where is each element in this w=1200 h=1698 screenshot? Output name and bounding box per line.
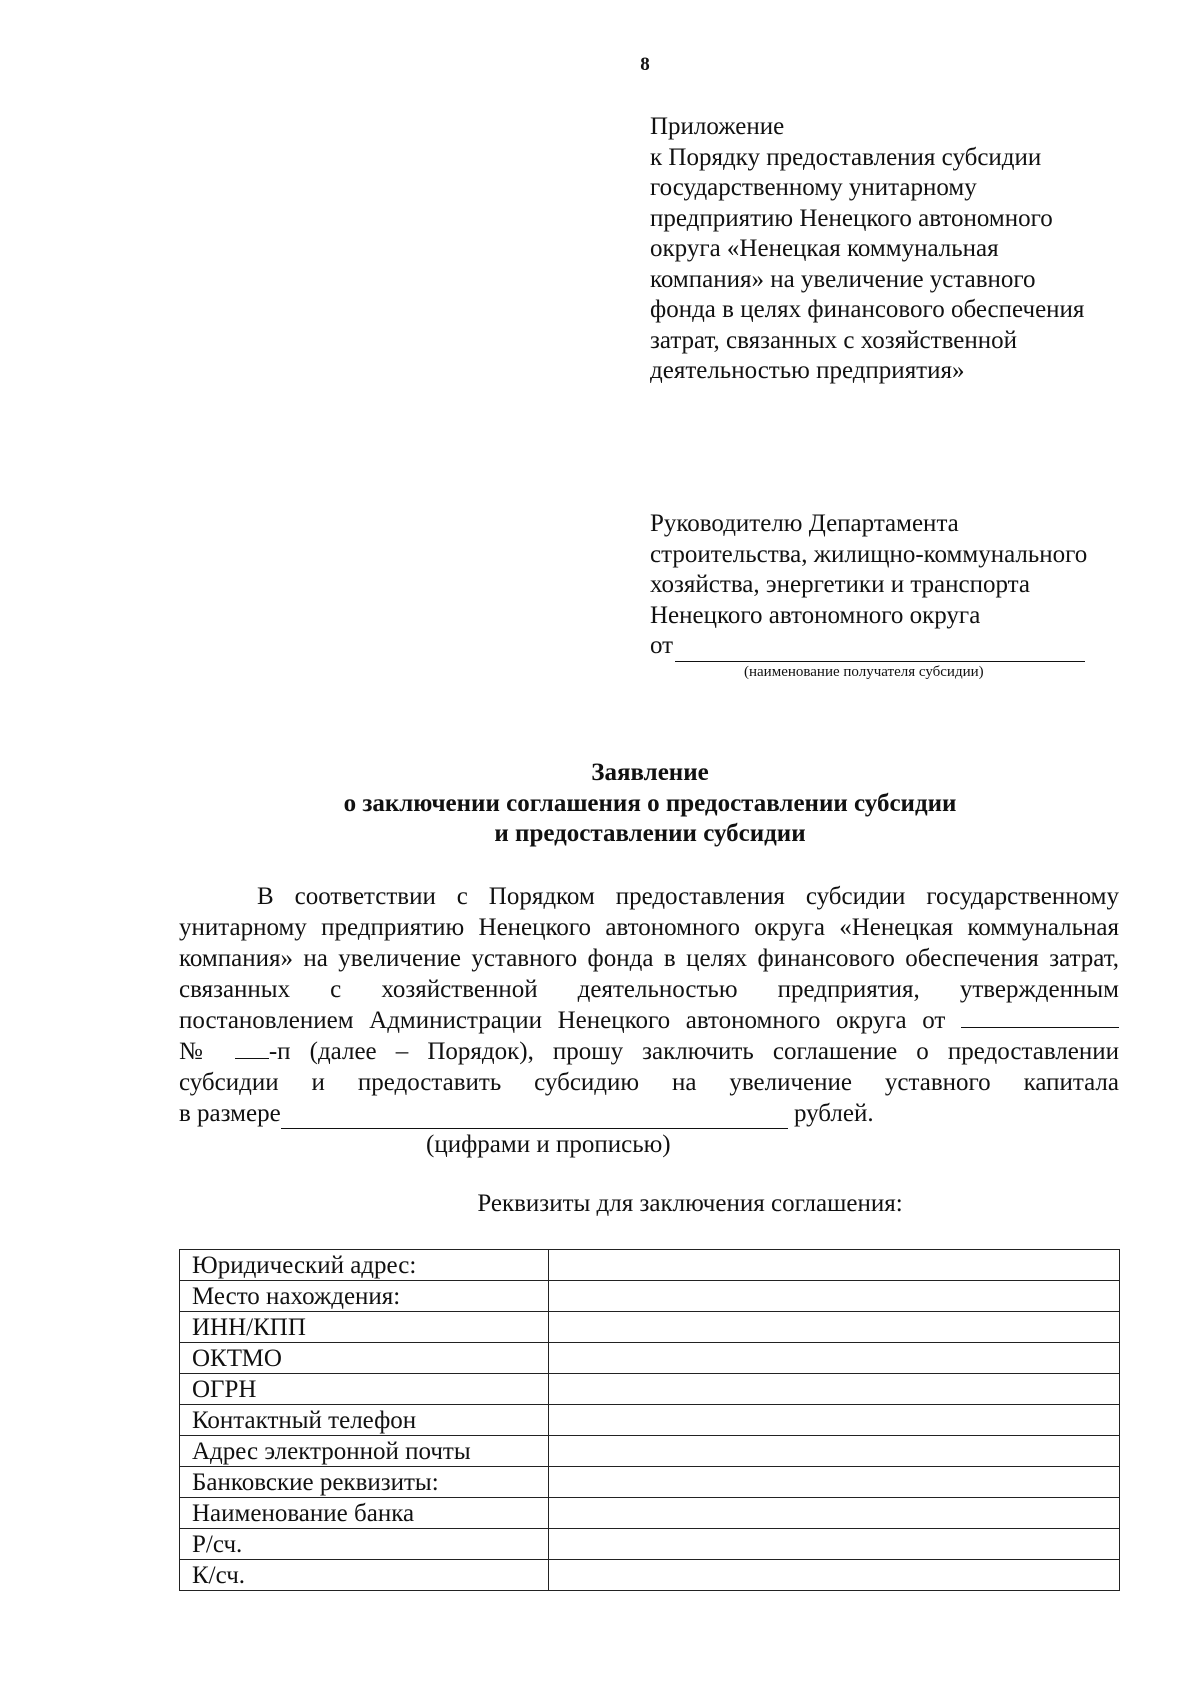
- title-line-3: и предоставлении субсидии: [494, 820, 806, 847]
- requisite-label: Место нахождения:: [180, 1281, 549, 1312]
- recipient-name-field[interactable]: [675, 639, 1085, 662]
- requisite-label: Контактный телефон: [180, 1405, 549, 1436]
- requisite-value-cell[interactable]: [549, 1343, 1120, 1374]
- requisite-value-cell[interactable]: [549, 1405, 1120, 1436]
- requisites-heading: Реквизиты для заключения соглашения:: [477, 1190, 903, 1217]
- requisite-label: ОГРН: [180, 1374, 549, 1405]
- table-row: [180, 1374, 1120, 1405]
- body-line: [179, 1036, 1119, 1067]
- body-line: связанных с хозяйственной деятельностью предприятия, утвержденным: [179, 976, 1119, 1003]
- amount-line: [179, 1098, 1119, 1129]
- table-row: [180, 1312, 1120, 1343]
- appendix-line: предприятию Ненецкого автономного: [650, 204, 1053, 232]
- appendix-line: государственному унитарному: [650, 174, 977, 201]
- appendix-line: округа «Ненецкая коммунальная: [650, 235, 999, 262]
- resolution-number-field[interactable]: [235, 1036, 269, 1059]
- amount-suffix: рублей.: [793, 1100, 874, 1127]
- appendix-line: Приложение: [650, 113, 785, 140]
- title-line-2: о заключении соглашения о предоставлении субсидии: [343, 789, 957, 817]
- addressee-line: Ненецкого автономного округа: [650, 601, 981, 629]
- body-line: компания» на увеличение уставного фонда в целях финансового обеспечения затрат,: [179, 945, 1119, 972]
- requisite-value-cell[interactable]: [549, 1281, 1120, 1312]
- body-line-text: -п (далее – Порядок), прошу заключить соглашение о предоставлении: [268, 1038, 1119, 1065]
- appendix-line: фонда в целях финансового обеспечения: [650, 296, 1085, 323]
- requisite-value-cell[interactable]: [549, 1498, 1120, 1529]
- from-label: от: [650, 632, 674, 659]
- table-row: [180, 1467, 1120, 1498]
- addressee-line: Руководителю Департамента: [650, 510, 959, 537]
- appendix-line: к Порядку предоставления субсидии: [650, 143, 1042, 171]
- requisite-label: ИНН/КПП: [180, 1312, 549, 1343]
- requisite-label: К/сч.: [180, 1560, 549, 1591]
- appendix-header: [650, 112, 1120, 387]
- number-sign: №: [179, 1038, 216, 1065]
- requisite-label: Адрес электронной почты: [180, 1436, 549, 1467]
- addressee-block: [650, 509, 1120, 680]
- body-line: унитарному предприятию Ненецкого автономного округа «Ненецкая коммунальная: [179, 914, 1119, 941]
- table-row: [180, 1560, 1120, 1591]
- resolution-date-field[interactable]: [961, 1005, 1119, 1028]
- table-row: [180, 1498, 1120, 1529]
- requisite-label: Наименование банка: [180, 1498, 549, 1529]
- requisite-value-cell[interactable]: [549, 1312, 1120, 1343]
- page-number: 8: [640, 54, 650, 75]
- title-line-1: Заявление: [591, 759, 709, 786]
- requisite-value-cell[interactable]: [549, 1560, 1120, 1591]
- recipient-caption: (наименование получателя субсидии): [744, 663, 984, 680]
- requisite-value-cell[interactable]: [549, 1374, 1120, 1405]
- table-row: [180, 1343, 1120, 1374]
- table-row: [180, 1405, 1120, 1436]
- body-line: субсидии и предоставить субсидию на увеличение уставного капитала: [179, 1069, 1119, 1096]
- requisite-value-cell[interactable]: [549, 1467, 1120, 1498]
- table-row: [180, 1250, 1120, 1281]
- requisite-value-cell[interactable]: [549, 1529, 1120, 1560]
- table-row: [180, 1436, 1120, 1467]
- appendix-line: деятельностью предприятия»: [650, 357, 965, 384]
- requisite-label: Юридический адрес:: [180, 1250, 549, 1281]
- appendix-line: компания» на увеличение уставного: [650, 265, 1036, 293]
- table-row: [180, 1281, 1120, 1312]
- appendix-line: затрат, связанных с хозяйственной: [650, 326, 1017, 354]
- addressee-line: строительства, жилищно-коммунального: [650, 540, 1088, 568]
- requisite-value-cell[interactable]: [549, 1250, 1120, 1281]
- table-row: [180, 1529, 1120, 1560]
- amount-caption: (цифрами и прописью): [426, 1131, 671, 1158]
- amount-prefix: в размере: [179, 1100, 281, 1127]
- body-line-text: постановлением Администрации Ненецкого автономного округа от: [179, 1007, 946, 1034]
- requisite-value-cell[interactable]: [549, 1436, 1120, 1467]
- requisite-label: Р/сч.: [180, 1529, 549, 1560]
- requisite-label: ОКТМО: [180, 1343, 549, 1374]
- requisites-table: [179, 1249, 1120, 1591]
- requisite-label: Банковские реквизиты:: [180, 1467, 549, 1498]
- amount-field[interactable]: [281, 1106, 788, 1129]
- application-body: [179, 881, 1119, 1160]
- addressee-line: хозяйства, энергетики и транспорта: [650, 571, 1031, 598]
- document-title: [180, 758, 1120, 850]
- body-line: В соответствии с Порядком предоставления субсидии государственному: [257, 883, 1119, 910]
- from-line: [650, 631, 1120, 662]
- body-line: [179, 1005, 1119, 1036]
